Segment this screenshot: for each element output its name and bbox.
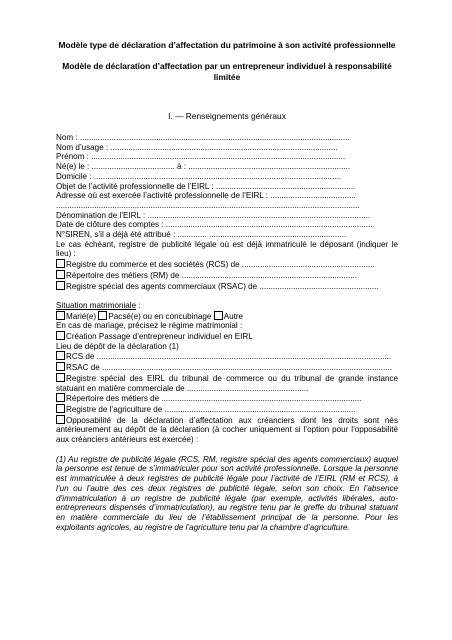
prenom-field[interactable]: Prénom : .................................................................................................................: [56, 152, 346, 162]
repertoire-checkbox[interactable]: [56, 393, 65, 402]
autre-checkbox[interactable]: [214, 311, 223, 320]
repertoire-label: Répertoire des métiers de .........................................................................................: [66, 394, 362, 404]
situation-colon: :: [136, 300, 141, 310]
siren-field[interactable]: N°SIREN, s’il a déjà été attribué : ............. .............................................................: [56, 230, 347, 240]
situation-label: Situation matrimoniale: [56, 300, 137, 310]
rsac-de-option: [56, 362, 398, 373]
opposabilite-label: Opposabilité de la déclaration d’affectation aux créanciers dont les droits sont nés antérieurement au dépôt de la déclaration (à cocher uniquement si l’option pour l’opposabilité aux créanciers antérieurs est exercée) :: [56, 415, 398, 445]
agriculture-option: [56, 404, 398, 415]
regime-text: En cas de mariage, précisez le régime matrimonial :: [56, 321, 243, 331]
rcs-label: Registre du commerce et des sociétés (RCS) de ...........................................................: [66, 260, 375, 270]
nom-usage-field[interactable]: Nom d’usage : .....................................................................................................: [56, 142, 338, 152]
rcs-de-checkbox[interactable]: [56, 351, 65, 360]
matrimonial-options: [56, 311, 398, 322]
agriculture-label: Registre de l’agriculture de .....................................................................................: [66, 404, 356, 414]
pacse-label: Pacsé(e) ou en concubinage: [108, 311, 214, 321]
autre-label: Autre: [223, 311, 244, 321]
rm-option: [56, 270, 398, 281]
rsac-checkbox[interactable]: [56, 281, 65, 290]
rcs-de-label: RCS de ...................................................................................................................................: [66, 352, 392, 362]
marie-label: Marié(e): [66, 311, 99, 321]
rm-label: Répertoire des métiers (RM) de ..............................................................................: [66, 270, 357, 280]
nom-field[interactable]: Nom : ........................................................................................................................: [56, 133, 350, 142]
rsac-de-label: RSAC de .................................................................................................................................: [66, 363, 393, 373]
opposabilite-option: [56, 415, 398, 445]
rm-checkbox[interactable]: [56, 270, 65, 279]
registre-publicite-text: Le cas échéant, registre de publicité légale où est déjà immatriculé le déposant (indiquer le lieu) :: [56, 239, 398, 259]
denomination-field[interactable]: Dénomination de l’EIRL : ...................................................................................................: [56, 210, 371, 220]
situation-heading: [56, 301, 398, 311]
repertoire-option: [56, 393, 398, 404]
adresse-continuation-field[interactable]: .......................................................................................................................................: [56, 200, 360, 210]
rcs-de-option: [56, 351, 398, 362]
registre-special-checkbox[interactable]: [56, 373, 65, 382]
lieu-depot-text: Lieu de dépôt de la déclaration (1): [56, 341, 179, 351]
spacer: [56, 291, 398, 301]
creation-checkbox[interactable]: [56, 331, 65, 340]
rcs-checkbox[interactable]: [56, 259, 65, 268]
registre-special-option: [56, 373, 398, 393]
footnote: (1) Au registre de publicité légale (RCS, RM, registre spécial des agents commerciaux) auquel la personne est tenue de s’immatriculer pour son activité professionnelle. Lorsque la personne est immatriculée à deux registres de publicité légale pour l’activité de l’EIRL (RM et RCS), à l’un ou l’autre des ces deux registres de publicité légale, selon son choix. En l’absence d’immatriculation à un registre de publicité légale (par exemple, activités libérales, auto-entrepreneurs dispensés d’immatriculation), au registre tenu par le greffe du tribunal statuant en matière commerciale du lieu de l’établissement principal de la personne. Pour les exploitants agricoles, au registre de l’agriculture tenu par la chambre d’agriculture.: [56, 454, 398, 532]
section-heading: I. — Renseignements généraux: [168, 111, 286, 121]
agriculture-checkbox[interactable]: [56, 404, 65, 413]
registre-special-label: Registre spécial des EIRL du tribunal de commerce ou du tribunal de grande instance statuant en matière commerciale de ......................................................: [56, 373, 398, 393]
rcs-option: [56, 259, 398, 270]
rsac-option: [56, 281, 398, 292]
form-fields: [56, 133, 398, 532]
opposabilite-checkbox[interactable]: [56, 415, 65, 424]
birth-date-field[interactable]: Né(e) le : .....................................: [56, 162, 175, 172]
creation-option: [56, 331, 398, 342]
document-title: Modèle type de déclaration d’affectation du patrimoine à son activité professionnelle: [58, 40, 396, 50]
birth-place-field[interactable]: à : ........................................................................: [174, 162, 351, 172]
objet-field[interactable]: Objet de l’activité professionnelle de l’EIRL : ..............................................................: [56, 181, 356, 191]
cloture-field[interactable]: Date de clôture des comptes : ............................................................................................: [56, 220, 373, 230]
document-page: [56, 40, 398, 532]
adresse-field[interactable]: Adresse où est exercée l’activité professionnelle de l’EIRL : ......................................: [56, 191, 356, 201]
creation-label: Création Passage d’entrepreneur individuel en EIRL: [66, 332, 253, 342]
marie-checkbox[interactable]: [56, 311, 65, 320]
domicile-field[interactable]: Domicile : ..............................................................................................................: [56, 171, 342, 181]
document-subtitle: Modèle de déclaration d’affectation par un entrepreneur individuel à responsabilité limitée: [62, 61, 392, 82]
rsac-de-checkbox[interactable]: [56, 362, 65, 371]
pacse-checkbox[interactable]: [98, 311, 107, 320]
birth-line: [56, 162, 398, 172]
rsac-label: Registre spécial des agents commerciaux (RSAC) de .....................................................: [66, 281, 379, 291]
